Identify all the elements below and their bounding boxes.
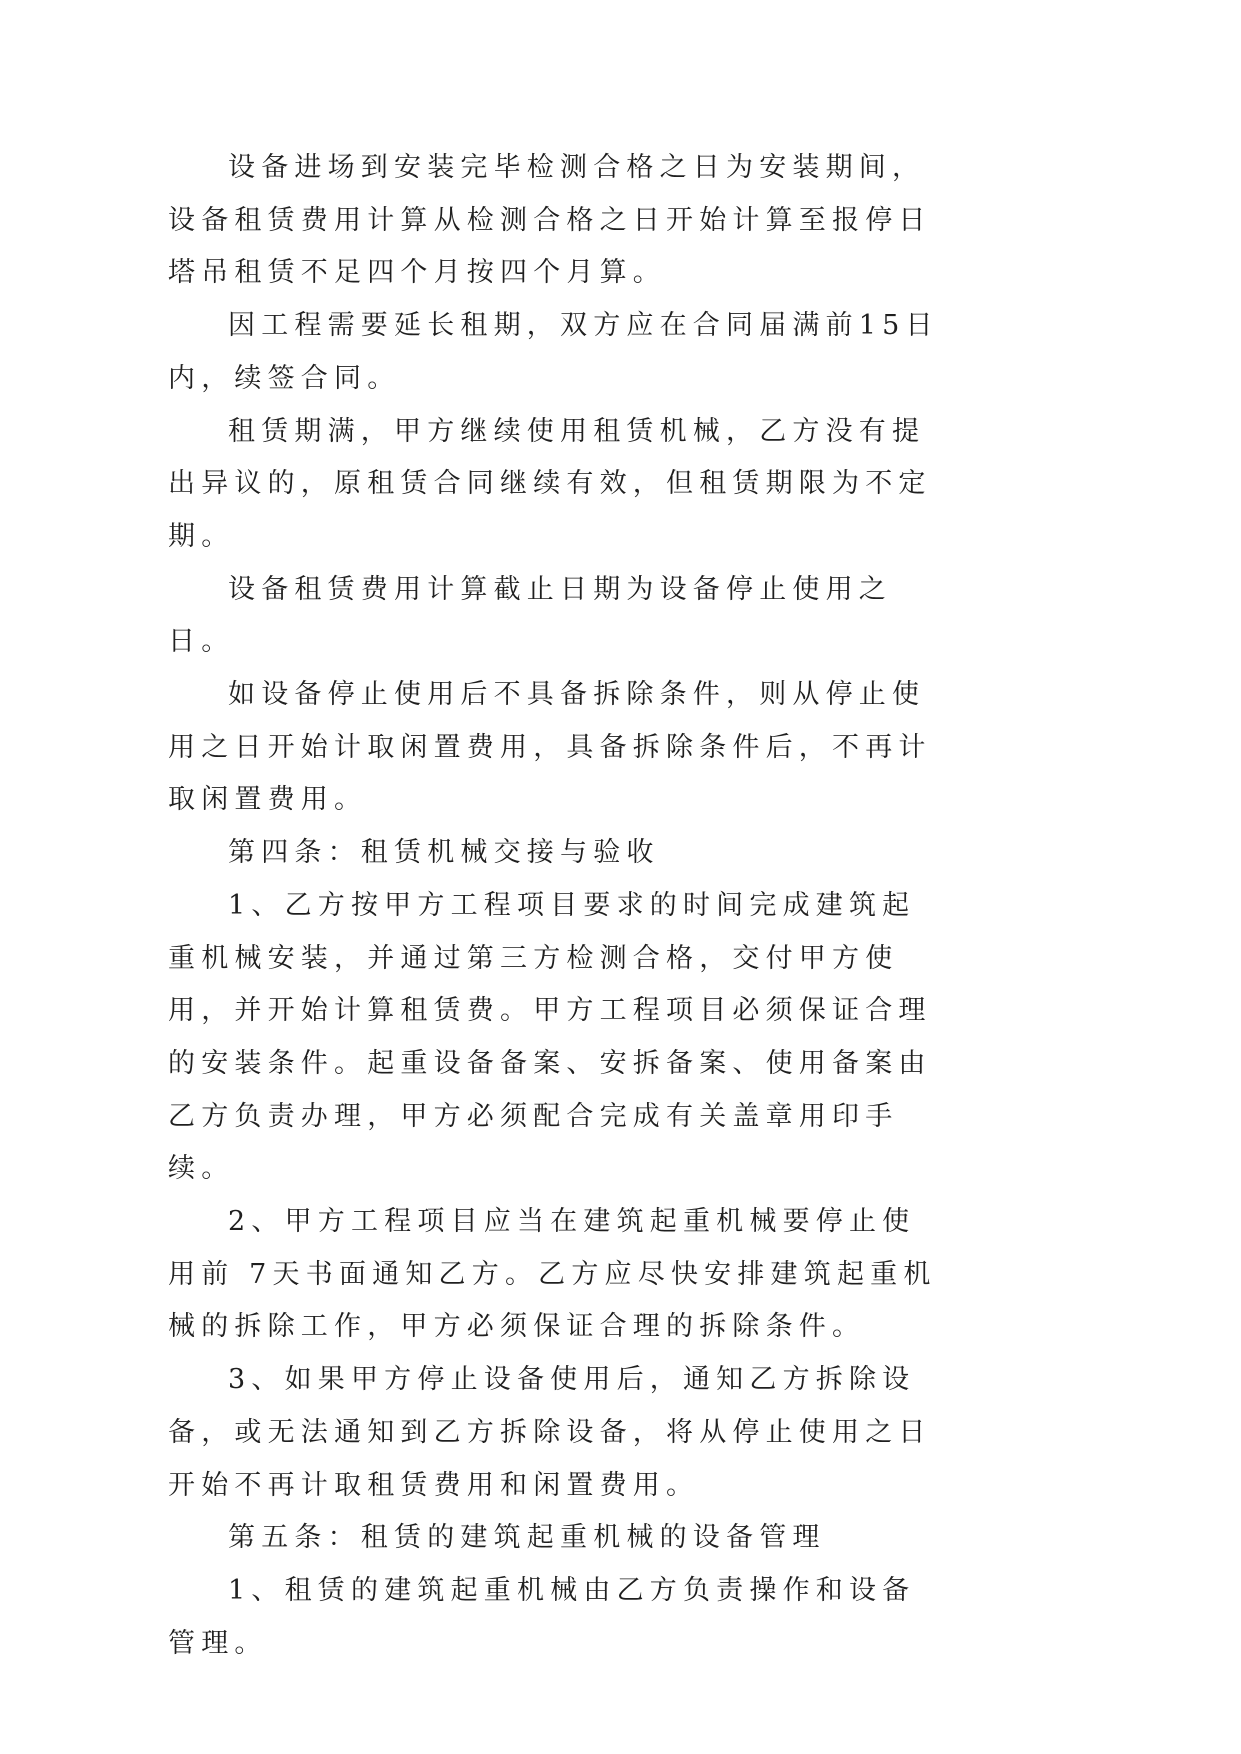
paragraph-lease-expiry: 租赁期满，甲方继续使用租赁机械，乙方没有提出异议的，原租赁合同继续有效，但租赁期限为不定期。 (168, 415, 932, 552)
document-body (168, 142, 948, 1670)
clause-five-item-one: 1、租赁的建筑起重机械由乙方负责操作和设备管理。 (168, 1574, 916, 1659)
clause-four-item-three: 3、如果甲方停止设备使用后，通知乙方拆除设备，或无法通知到乙方拆除设备，将从停止使用之日开始不再计取租赁费用和闲置费用。 (168, 1364, 932, 1501)
section-heading-article-five: 第五条：租赁的建筑起重机械的设备管理 (228, 1522, 826, 1554)
paragraph-fee-end-date: 设备租赁费用计算截止日期为设备停止使用之日。 (168, 573, 892, 658)
paragraph-installation-period: 设备进场到安装完毕检测合格之日为安装期间，设备租赁费用计算从检测合格之日开始计算至报停日塔吊租赁不足四个月按四个月算。 (168, 152, 932, 289)
clause-four-item-one: 1、乙方按甲方工程项目要求的时间完成建筑起重机械安装，并通过第三方检测合格，交付甲方使用，并开始计算租赁费。甲方工程项目必须保证合理的安装条件。起重设备备案、安拆备案、使用备案由乙方负责办理，甲方必须配合完成有关盖章用印手续。 (168, 889, 932, 1185)
clause-four-item-two: 2、甲方工程项目应当在建筑起重机械要停止使用前 7天书面通知乙方。乙方应尽快安排建筑起重机械的拆除工作，甲方必须保证合理的拆除条件。 (168, 1206, 937, 1343)
paragraph-lease-extension: 因工程需要延长租期，双方应在合同届满前15日内，续签合同。 (168, 310, 939, 394)
section-heading-article-four: 第四条：租赁机械交接与验收 (228, 837, 660, 869)
paragraph-idle-fee: 如设备停止使用后不具备拆除条件，则从停止使用之日开始计取闲置费用，具备拆除条件后，不再计取闲置费用。 (168, 679, 932, 816)
